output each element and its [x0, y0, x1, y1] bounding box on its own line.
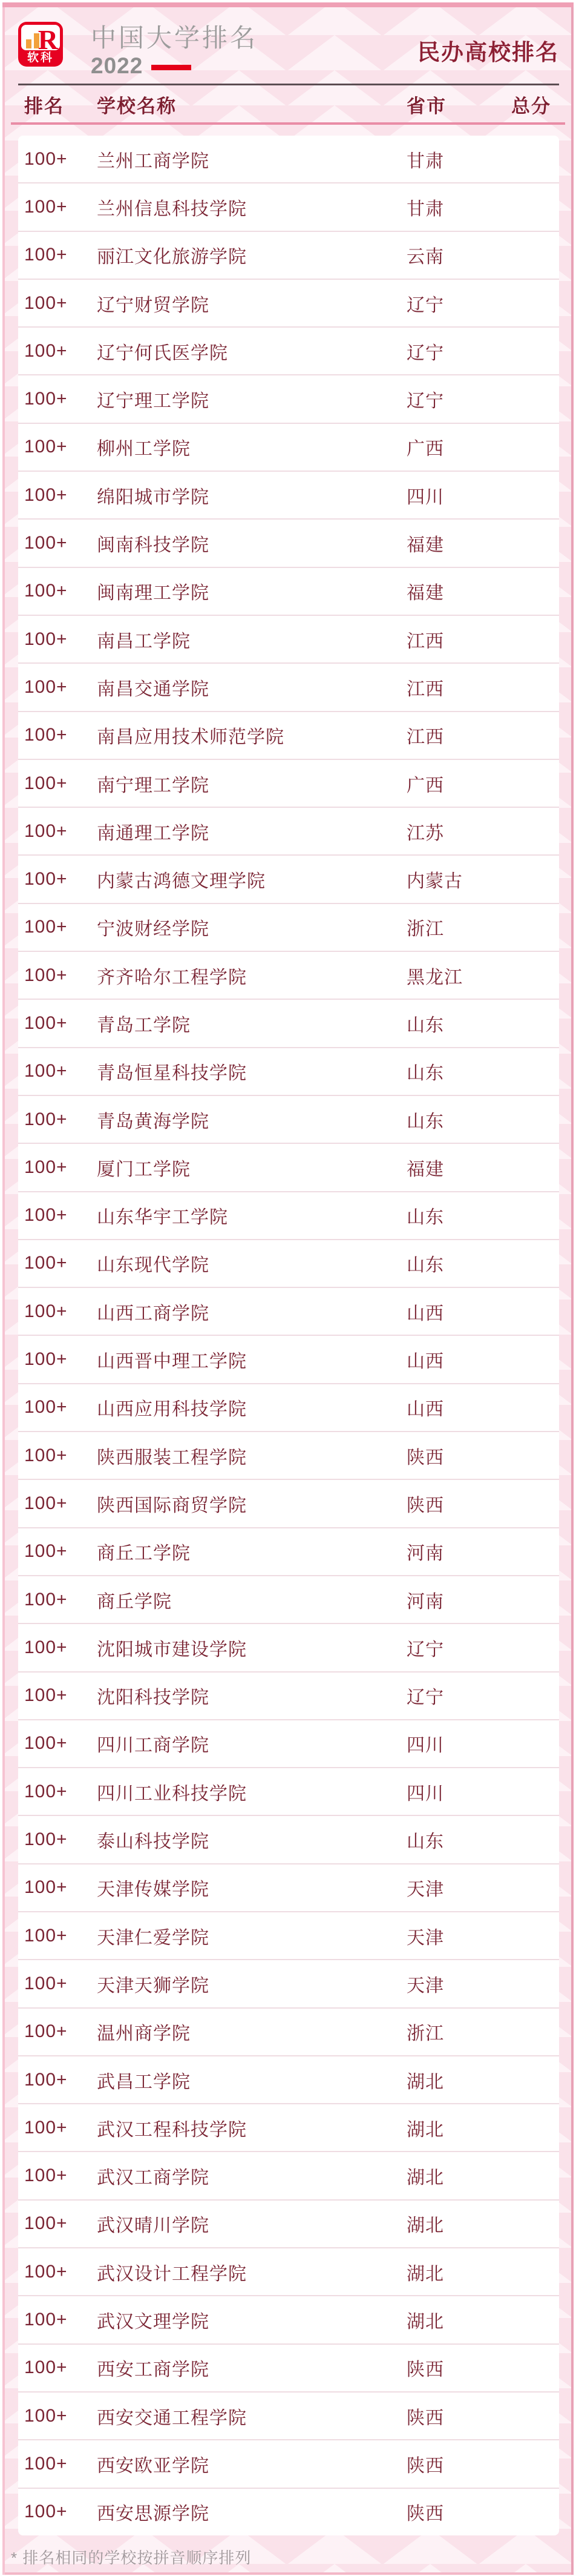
table-row: [18, 232, 559, 280]
rank-cell: 100+: [24, 1157, 68, 1177]
table-row: [18, 328, 559, 375]
province-cell: 河南: [407, 1544, 444, 1564]
province-cell: 辽宁: [407, 391, 444, 412]
rank-cell: 100+: [24, 821, 68, 841]
rank-cell: 100+: [24, 1109, 68, 1129]
school-name-cell: 商丘学院: [97, 1591, 172, 1612]
school-name-cell: 丽江文化旅游学院: [97, 247, 247, 268]
rank-cell: 100+: [24, 1445, 68, 1465]
rank-cell: 100+: [24, 437, 68, 457]
table-row: [18, 952, 559, 1000]
province-cell: 陕西: [407, 2360, 444, 2380]
table-row: [18, 183, 559, 231]
table-row: [18, 1864, 559, 1912]
table-row: [18, 2201, 559, 2248]
school-name-cell: 辽宁理工学院: [97, 391, 209, 412]
rank-cell: 100+: [24, 1733, 68, 1754]
title-group: [91, 24, 258, 79]
rank-cell: 100+: [24, 148, 68, 169]
province-cell: 河南: [407, 1591, 444, 1612]
rank-cell: 100+: [24, 1541, 68, 1562]
rank-cell: 100+: [24, 1061, 68, 1082]
province-cell: 辽宁: [407, 1639, 444, 1660]
school-name-cell: 西安工商学院: [97, 2360, 209, 2380]
table-row: [18, 280, 559, 328]
table-row: [18, 2345, 559, 2393]
table-row: [18, 1048, 559, 1096]
table-row: [18, 1624, 559, 1672]
province-cell: 福建: [407, 535, 444, 556]
province-cell: 四川: [407, 1783, 444, 1804]
table-row: [18, 1192, 559, 1240]
rank-cell: 100+: [24, 1493, 68, 1513]
province-cell: 浙江: [407, 2024, 444, 2044]
rank-cell: 100+: [24, 676, 68, 697]
province-cell: 陕西: [407, 2504, 444, 2525]
header-divider: [18, 84, 559, 85]
table-row: [18, 568, 559, 616]
column-header-school: 学校名称: [97, 96, 177, 117]
province-cell: 湖北: [407, 2119, 444, 2140]
year-underline-accent: [151, 65, 191, 70]
table-row: [18, 1816, 559, 1864]
pink-divider: [11, 122, 565, 125]
province-cell: 湖北: [407, 2072, 444, 2092]
school-name-cell: 山西晋中理工学院: [97, 1352, 247, 1372]
school-name-cell: 绵阳城市学院: [97, 487, 209, 507]
rank-cell: 100+: [24, 1205, 68, 1226]
table-row: [18, 1720, 559, 1768]
school-name-cell: 陕西国际商贸学院: [97, 1495, 247, 1516]
province-cell: 甘肃: [407, 199, 444, 219]
rank-cell: 100+: [24, 1829, 68, 1850]
table-row: [18, 1768, 559, 1816]
school-name-cell: 青岛黄海学院: [97, 1111, 209, 1132]
table-row: [18, 1336, 559, 1384]
province-cell: 山东: [407, 1255, 444, 1276]
rank-cell: 100+: [24, 1925, 68, 1946]
province-cell: 四川: [407, 1735, 444, 1756]
table-column-headers: [18, 91, 559, 117]
table-row: [18, 424, 559, 472]
school-name-cell: 沈阳城市建设学院: [97, 1639, 247, 1660]
school-name-cell: 四川工商学院: [97, 1735, 209, 1756]
rank-cell: 100+: [24, 2357, 68, 2378]
province-cell: 广西: [407, 775, 444, 796]
rank-cell: 100+: [24, 2261, 68, 2282]
school-name-cell: 柳州工学院: [97, 439, 191, 460]
province-cell: 云南: [407, 247, 444, 268]
province-cell: 天津: [407, 1975, 444, 1996]
footnote-text: * 排名相同的学校按拼音顺序排列: [11, 2549, 252, 2567]
rank-cell: 100+: [24, 773, 68, 793]
school-name-cell: 西安交通工程学院: [97, 2408, 247, 2428]
school-name-cell: 天津天狮学院: [97, 1975, 209, 1996]
ranking-table-body: [18, 136, 559, 2535]
rank-cell: 100+: [24, 2117, 68, 2138]
province-cell: 辽宁: [407, 343, 444, 363]
rank-cell: 100+: [24, 1877, 68, 1898]
ranking-category-subtitle: 民办高校排名: [417, 40, 559, 65]
table-row: [18, 856, 559, 903]
province-cell: 山东: [407, 1832, 444, 1852]
table-row: [18, 1288, 559, 1336]
table-row: [18, 1912, 559, 1960]
school-name-cell: 商丘工学院: [97, 1544, 191, 1564]
rank-cell: 100+: [24, 1301, 68, 1321]
province-cell: 湖北: [407, 2264, 444, 2284]
province-cell: 甘肃: [407, 151, 444, 171]
province-cell: 江西: [407, 727, 444, 748]
school-name-cell: 天津仁爱学院: [97, 1927, 209, 1948]
school-name-cell: 宁波财经学院: [97, 919, 209, 940]
school-name-cell: 天津传媒学院: [97, 1880, 209, 1900]
province-cell: 山东: [407, 1111, 444, 1132]
rank-cell: 100+: [24, 1349, 68, 1370]
province-cell: 湖北: [407, 2312, 444, 2332]
logo-brand-text: 软科: [27, 51, 54, 64]
rank-cell: 100+: [24, 1589, 68, 1610]
school-name-cell: 辽宁何氏医学院: [97, 343, 228, 363]
province-cell: 山东: [407, 1207, 444, 1228]
rank-cell: 100+: [24, 2069, 68, 2090]
province-cell: 陕西: [407, 2455, 444, 2476]
school-name-cell: 山西工商学院: [97, 1303, 209, 1324]
rank-cell: 100+: [24, 869, 68, 890]
school-name-cell: 陕西服装工程学院: [97, 1447, 247, 1468]
table-row: [18, 136, 559, 183]
province-cell: 湖北: [407, 2168, 444, 2188]
table-row: [18, 1240, 559, 1288]
rank-cell: 100+: [24, 389, 68, 409]
school-name-cell: 南昌工学院: [97, 631, 191, 652]
table-row: [18, 1096, 559, 1144]
school-name-cell: 青岛工学院: [97, 1015, 191, 1035]
school-name-cell: 齐齐哈尔工程学院: [97, 967, 247, 988]
rank-cell: 100+: [24, 725, 68, 745]
logo-letter: R: [38, 25, 58, 50]
province-cell: 天津: [407, 1880, 444, 1900]
table-row: [18, 520, 559, 567]
table-row: [18, 1144, 559, 1192]
school-name-cell: 辽宁财贸学院: [97, 295, 209, 315]
column-header-score: 总分: [511, 96, 551, 117]
province-cell: 江西: [407, 631, 444, 652]
rank-cell: 100+: [24, 245, 68, 265]
rank-cell: 100+: [24, 2021, 68, 2042]
table-row: [18, 2489, 559, 2535]
school-name-cell: 南通理工学院: [97, 823, 209, 844]
school-name-cell: 山东现代学院: [97, 1255, 209, 1276]
rank-cell: 100+: [24, 965, 68, 985]
province-cell: 辽宁: [407, 1688, 444, 1708]
school-name-cell: 兰州信息科技学院: [97, 199, 247, 219]
table-row: [18, 472, 559, 520]
school-name-cell: 武汉晴川学院: [97, 2216, 209, 2236]
school-name-cell: 内蒙古鸿德文理学院: [97, 871, 266, 892]
school-name-cell: 武汉文理学院: [97, 2312, 209, 2332]
table-row: [18, 2393, 559, 2440]
table-row: [18, 760, 559, 808]
school-name-cell: 兰州工商学院: [97, 151, 209, 171]
logo-barchart-icon: [21, 25, 60, 50]
table-row: [18, 1432, 559, 1480]
rank-cell: 100+: [24, 2502, 68, 2522]
school-name-cell: 山东华宇工学院: [97, 1207, 228, 1228]
page-title: 中国大学排名: [91, 24, 258, 52]
province-cell: 内蒙古: [407, 871, 463, 892]
school-name-cell: 温州商学院: [97, 2024, 191, 2044]
school-name-cell: 南宁理工学院: [97, 775, 209, 796]
school-name-cell: 南昌应用技术师范学院: [97, 727, 284, 748]
table-row: [18, 616, 559, 664]
rank-cell: 100+: [24, 1637, 68, 1657]
school-name-cell: 闽南理工学院: [97, 583, 209, 604]
province-cell: 山西: [407, 1352, 444, 1372]
rank-cell: 100+: [24, 629, 68, 649]
province-cell: 山东: [407, 1015, 444, 1035]
school-name-cell: 厦门工学院: [97, 1159, 191, 1180]
province-cell: 山西: [407, 1303, 444, 1324]
rank-cell: 100+: [24, 484, 68, 505]
table-row: [18, 2152, 559, 2200]
table-row: [18, 2056, 559, 2104]
province-cell: 福建: [407, 583, 444, 604]
rank-cell: 100+: [24, 1685, 68, 1706]
rank-cell: 100+: [24, 581, 68, 601]
column-header-province: 省市: [407, 96, 447, 117]
rank-cell: 100+: [24, 2405, 68, 2426]
province-cell: 黑龙江: [407, 967, 463, 988]
province-cell: 天津: [407, 1927, 444, 1948]
province-cell: 山东: [407, 1063, 444, 1084]
rank-cell: 100+: [24, 1397, 68, 1418]
school-name-cell: 西安欧亚学院: [97, 2455, 209, 2476]
province-cell: 江苏: [407, 823, 444, 844]
table-row: [18, 712, 559, 760]
rank-cell: 100+: [24, 1973, 68, 1993]
table-row: [18, 1673, 559, 1720]
school-name-cell: 武汉工程科技学院: [97, 2119, 247, 2140]
school-name-cell: 泰山科技学院: [97, 1832, 209, 1852]
province-cell: 福建: [407, 1159, 444, 1180]
school-name-cell: 沈阳科技学院: [97, 1688, 209, 1708]
rank-cell: 100+: [24, 2310, 68, 2330]
rank-cell: 100+: [24, 1253, 68, 1273]
school-name-cell: 闽南科技学院: [97, 535, 209, 556]
province-cell: 浙江: [407, 919, 444, 940]
table-row: [18, 1480, 559, 1528]
school-name-cell: 西安思源学院: [97, 2504, 209, 2525]
province-cell: 陕西: [407, 2408, 444, 2428]
province-cell: 陕西: [407, 1495, 444, 1516]
province-cell: 四川: [407, 487, 444, 507]
school-name-cell: 武汉工商学院: [97, 2168, 209, 2188]
school-name-cell: 山西应用科技学院: [97, 1399, 247, 1420]
shangharanking-logo: [18, 22, 63, 67]
rank-cell: 100+: [24, 1012, 68, 1033]
province-cell: 江西: [407, 679, 444, 699]
school-name-cell: 武昌工学院: [97, 2072, 191, 2092]
table-row: [18, 904, 559, 952]
rank-cell: 100+: [24, 2453, 68, 2474]
school-name-cell: 武汉设计工程学院: [97, 2264, 247, 2284]
rank-cell: 100+: [24, 2165, 68, 2186]
table-row: [18, 2296, 559, 2344]
rank-cell: 100+: [24, 1781, 68, 1802]
school-name-cell: 四川工业科技学院: [97, 1783, 247, 1804]
table-row: [18, 2104, 559, 2152]
rank-cell: 100+: [24, 533, 68, 553]
year-label: 2022: [91, 53, 143, 79]
table-row: [18, 375, 559, 423]
table-row: [18, 1960, 559, 2008]
table-row: [18, 2248, 559, 2296]
table-row: [18, 1384, 559, 1432]
province-cell: 辽宁: [407, 295, 444, 315]
province-cell: 山西: [407, 1399, 444, 1420]
table-row: [18, 1576, 559, 1624]
rank-cell: 100+: [24, 917, 68, 937]
table-row: [18, 2440, 559, 2488]
logo-bar-icon: [26, 39, 31, 48]
year-row: [91, 53, 258, 79]
table-row: [18, 1528, 559, 1576]
table-row: [18, 664, 559, 712]
rank-cell: 100+: [24, 196, 68, 217]
rank-cell: 100+: [24, 340, 68, 361]
province-cell: 广西: [407, 439, 444, 460]
table-row: [18, 2009, 559, 2056]
rank-cell: 100+: [24, 292, 68, 313]
table-row: [18, 1000, 559, 1048]
province-cell: 陕西: [407, 1447, 444, 1468]
school-name-cell: 青岛恒星科技学院: [97, 1063, 247, 1084]
school-name-cell: 南昌交通学院: [97, 679, 209, 699]
rank-cell: 100+: [24, 2213, 68, 2234]
table-row: [18, 808, 559, 856]
column-header-rank: 排名: [24, 96, 64, 117]
province-cell: 湖北: [407, 2216, 444, 2236]
